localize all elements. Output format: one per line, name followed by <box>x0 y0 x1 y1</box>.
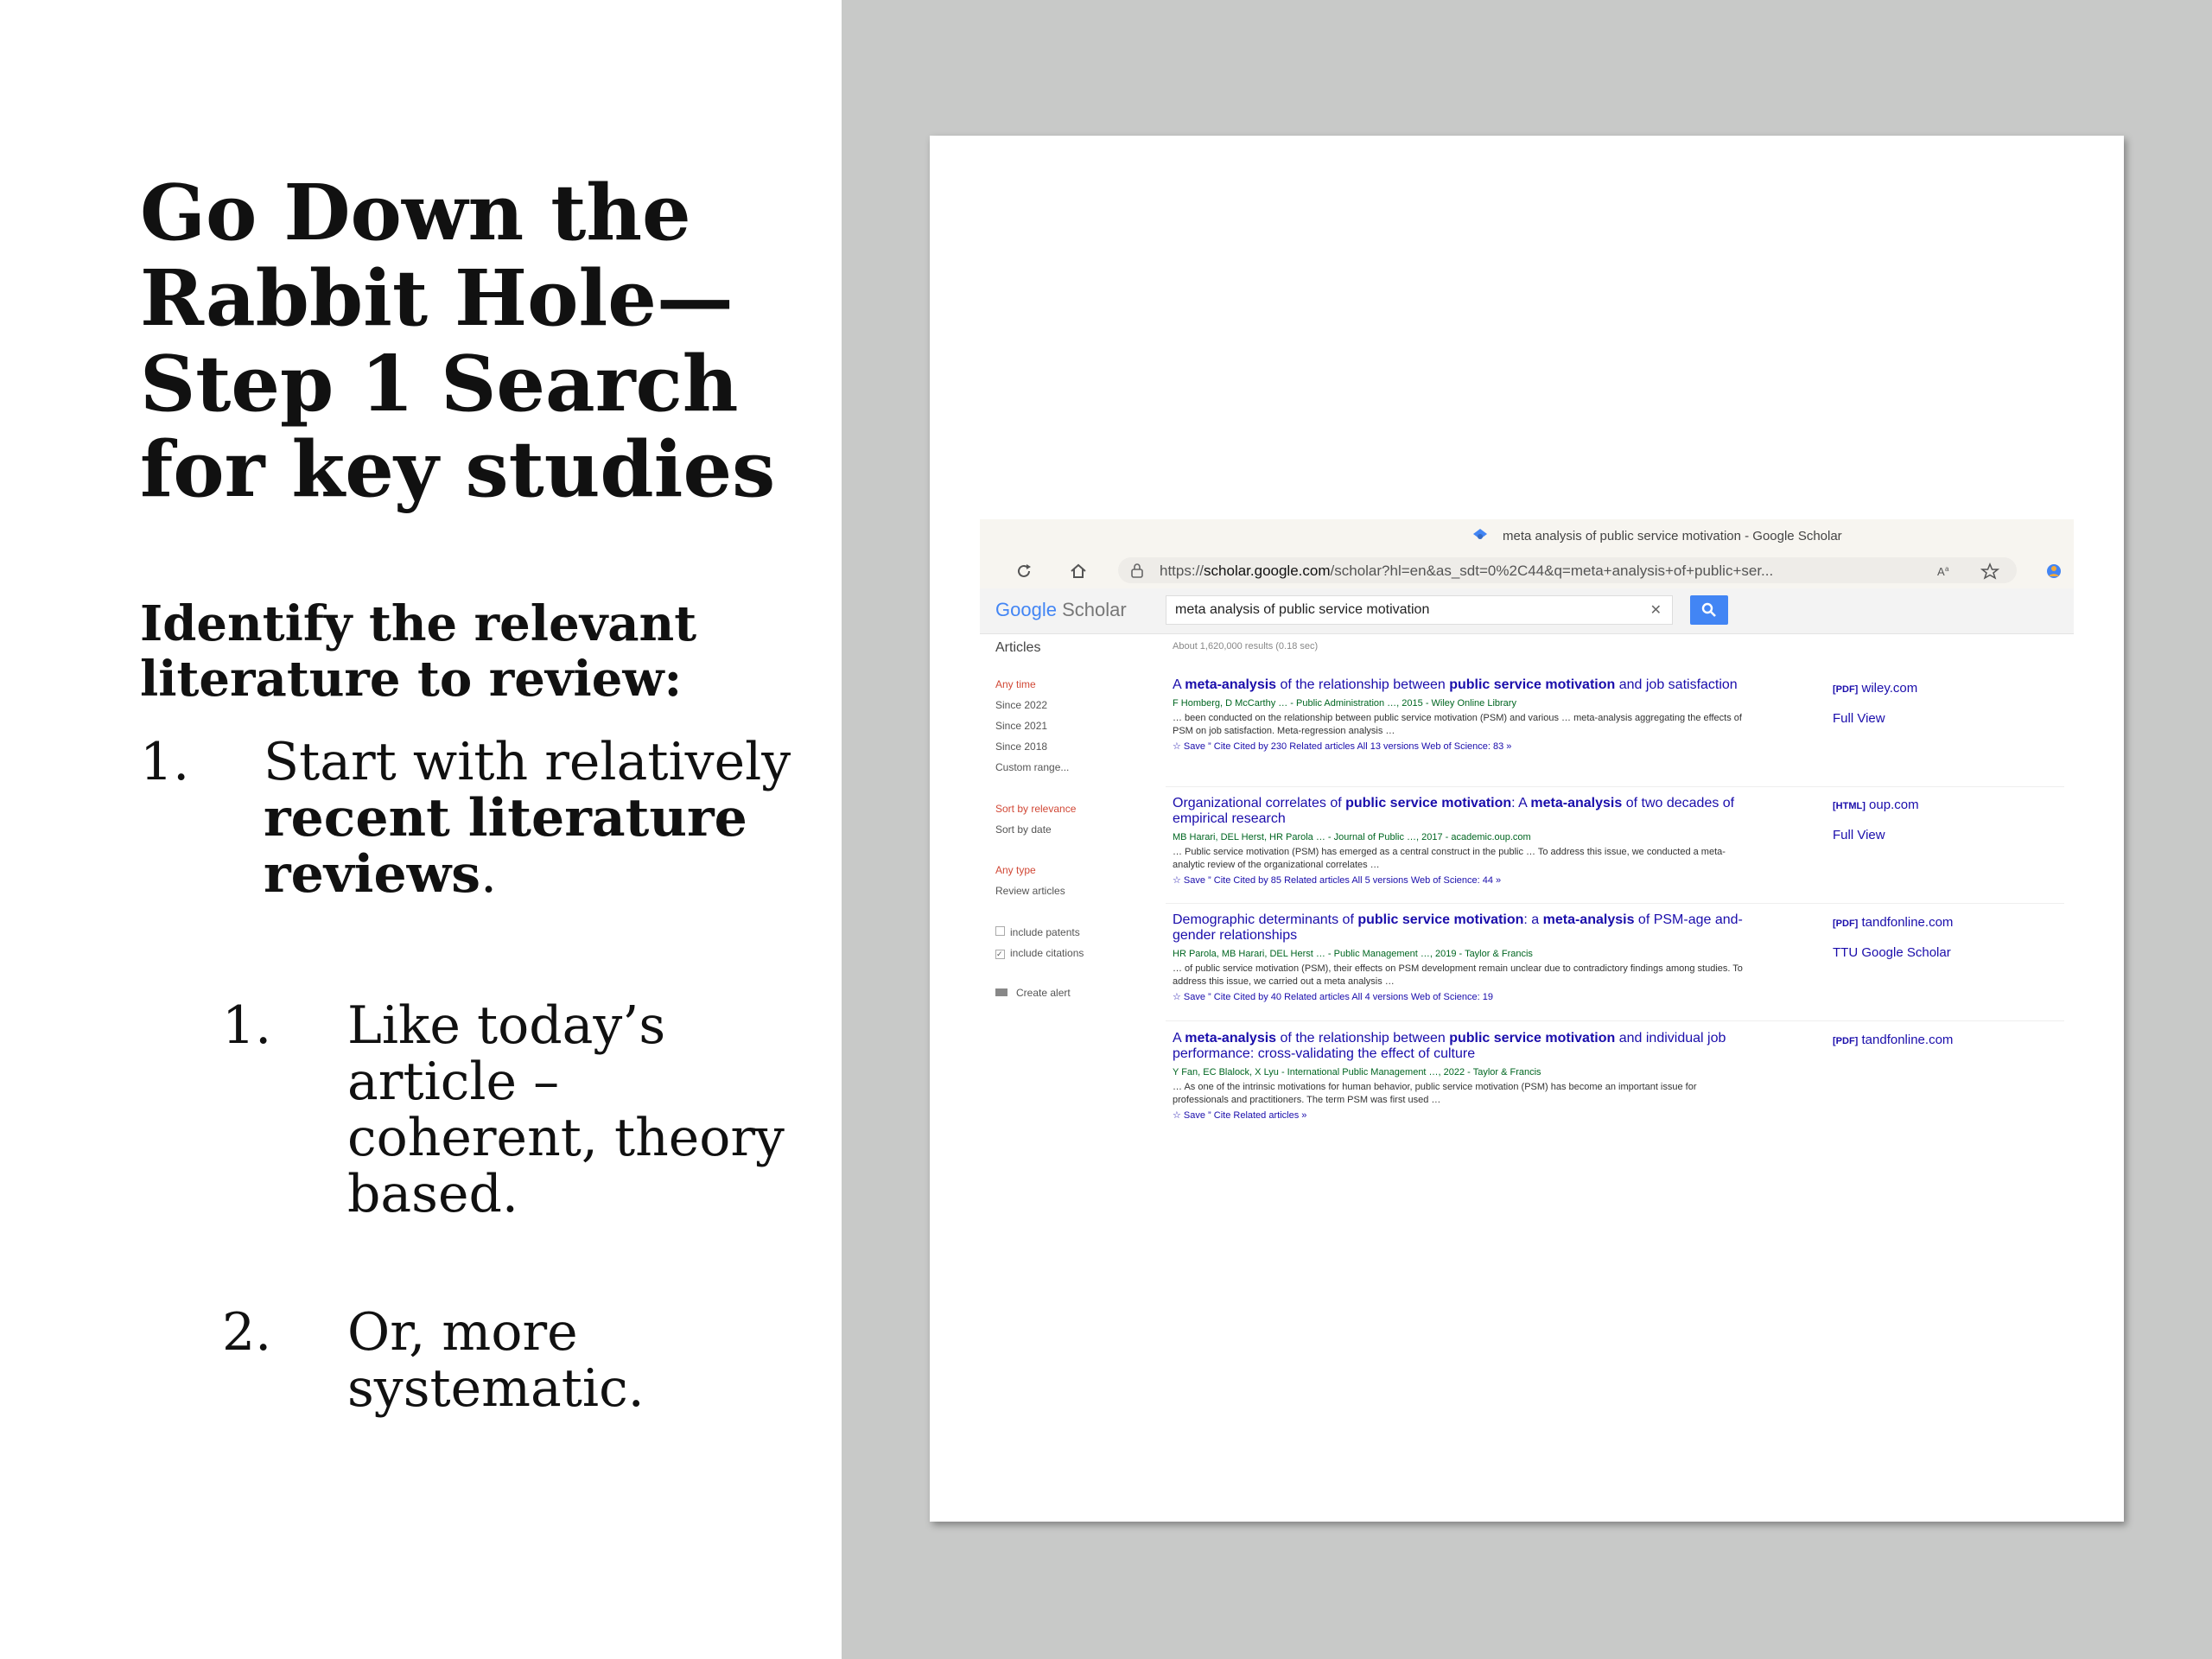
svg-text:a: a <box>1945 565 1949 573</box>
url-domain: scholar.google.com <box>1204 563 1331 579</box>
results-stats: About 1,620,000 results (0.18 sec) <box>1173 641 1319 652</box>
search-input[interactable] <box>1166 595 1673 625</box>
result-divider <box>1166 786 2064 787</box>
search-query: meta analysis of public service motivation <box>1175 602 1430 617</box>
list-text: Or, more <box>347 1302 578 1363</box>
browser-address-bar <box>980 554 2074 589</box>
logo-google: Google <box>995 599 1057 620</box>
slide-left-panel <box>0 0 842 1659</box>
svg-text:A: A <box>1937 565 1945 578</box>
lock-icon[interactable] <box>1128 562 1146 579</box>
result-links[interactable]: ☆ Save ” Cite Cited by 40 Related articles All 4 versions Web of Science: 19 <box>1173 992 1494 1002</box>
list-text: Like today’s <box>347 995 666 1056</box>
browser-tab-bar <box>980 519 2074 554</box>
filter-since-2021[interactable]: Since 2021 <box>995 720 1048 732</box>
result-item <box>1173 796 1743 886</box>
list-text: based. <box>347 1164 518 1224</box>
type-review-articles[interactable]: Review articles <box>995 885 1065 897</box>
list-text-bold: reviews <box>264 844 481 905</box>
clear-search-icon[interactable]: ✕ <box>1649 603 1662 618</box>
result-authors: MB Harari, DEL Herst, HR Parola … - Journal of Public …, 2017 - academic.oup.com <box>1173 832 1531 842</box>
scholar-screenshot <box>980 519 2074 1124</box>
result-snippet: … Public service motivation (PSM) has emerged as a central construct in the public … To address this issue, we conducted a meta-analytic review of the organizational correlates … <box>1173 847 1726 870</box>
list-item-1 <box>140 734 831 907</box>
create-alert-button[interactable] <box>995 987 1071 999</box>
url-field[interactable] <box>1118 557 2017 583</box>
refresh-icon[interactable] <box>1014 562 1033 581</box>
list-text: systematic. <box>347 1358 645 1419</box>
sublist-item-1 <box>222 995 827 1231</box>
scholar-header <box>980 588 2074 634</box>
result-links[interactable]: ☆ Save ” Cite Related articles » <box>1173 1110 1307 1121</box>
list-text: article – <box>347 1052 560 1112</box>
result-side-link[interactable]: [HTML] oup.com Full View <box>1833 791 1919 849</box>
full-view-link[interactable]: Full View <box>1833 711 1885 726</box>
subheading-line: literature to review: <box>140 651 683 708</box>
result-authors: Y Fan, EC Blalock, X Lyu - International Public Management …, 2022 - Taylor & Francis <box>1173 1067 1541 1077</box>
result-divider <box>1166 903 2064 904</box>
checkbox-label: include citations <box>1010 947 1084 959</box>
result-divider <box>1166 1020 2064 1021</box>
result-links[interactable]: ☆ Save ” Cite Cited by 85 Related articles All 5 versions Web of Science: 44 » <box>1173 875 1502 886</box>
list-text: . <box>480 844 498 905</box>
create-alert-label: Create alert <box>1016 987 1071 999</box>
sort-relevance[interactable]: Sort by relevance <box>995 803 1077 815</box>
result-side-link[interactable]: [PDF] tandfonline.com <box>1833 1033 1954 1047</box>
articles-label[interactable]: Articles <box>995 640 1041 655</box>
result-title[interactable]: Demographic determinants of public service motivation: a meta-analysis of PSM-age and-gender relationships <box>1173 912 1743 943</box>
home-icon[interactable] <box>1069 562 1088 581</box>
google-scholar-logo[interactable] <box>995 599 1127 621</box>
library-link[interactable]: TTU Google Scholar <box>1833 945 1951 960</box>
slide-title <box>140 169 814 512</box>
scholar-favicon-icon <box>1472 528 1488 542</box>
include-patents-checkbox[interactable] <box>995 926 1080 938</box>
sort-date[interactable]: Sort by date <box>995 823 1052 836</box>
filter-since-2022[interactable]: Since 2022 <box>995 699 1048 711</box>
result-authors: HR Parola, MB Harari, DEL Herst … - Public Management …, 2019 - Taylor & Francis <box>1173 949 1533 959</box>
url-path: /scholar?hl=en&as_sdt=0%2C44&q=meta+analysis+of+public+ser... <box>1330 563 1774 579</box>
url-prefix: https:// <box>1160 563 1205 579</box>
result-title[interactable]: Organizational correlates of public service motivation: A meta-analysis of two decades of empirical research <box>1173 796 1735 826</box>
type-any[interactable]: Any type <box>995 864 1036 876</box>
result-snippet: … of public service motivation (PSM), their effects on PSM development remain unclear due to contradictory findings among studies. To address this issue, we carried out a meta analysis … <box>1173 963 1743 987</box>
checkbox-label: include patents <box>1010 926 1080 938</box>
filter-since-2018[interactable]: Since 2018 <box>995 741 1048 753</box>
list-text-bold: recent literature <box>264 788 747 849</box>
result-side-link[interactable]: [PDF] wiley.com Full View <box>1833 674 1917 733</box>
list-number: 1. <box>140 732 190 792</box>
result-item <box>1173 1031 1743 1121</box>
logo-scholar: Scholar <box>1062 599 1127 620</box>
search-icon <box>1700 601 1718 619</box>
result-title[interactable]: A meta-analysis of the relationship between public service motivation and individual job performance: cross-validating the effect of culture <box>1173 1031 1726 1061</box>
filter-custom-range[interactable]: Custom range... <box>995 761 1070 773</box>
list-number: 1. <box>222 995 272 1056</box>
result-side-link[interactable]: [PDF] tandfonline.com TTU Google Scholar <box>1833 908 1953 967</box>
full-view-link[interactable]: Full View <box>1833 828 1885 842</box>
list-text: Start with relatively <box>264 732 791 792</box>
result-authors: F Homberg, D McCarthy … - Public Administration …, 2015 - Wiley Online Library <box>1173 698 1516 709</box>
title-line: for key studies <box>140 423 776 514</box>
favorites-icon[interactable] <box>1980 562 1999 581</box>
envelope-icon <box>995 988 1007 996</box>
slide-subheading <box>140 596 814 707</box>
subheading-line: Identify the relevant <box>140 595 697 652</box>
result-links[interactable]: ☆ Save ” Cite Cited by 230 Related articles All 13 versions Web of Science: 83 » <box>1173 741 1512 752</box>
list-text: coherent, theory <box>347 1108 785 1168</box>
result-snippet: … been conducted on the relationship between public service motivation (PSM) and various … meta-analysis aggregating the effects of PSM on job satisfaction. Meta-regression analysis … <box>1173 713 1742 736</box>
profile-icon[interactable] <box>2044 562 2063 581</box>
result-item <box>1173 912 1743 1002</box>
list-number: 2. <box>222 1302 272 1363</box>
browser-tab-title[interactable]: meta analysis of public service motivation - Google Scholar <box>1503 529 1842 543</box>
title-line: Step 1 Search <box>140 338 739 429</box>
result-title[interactable]: A meta-analysis of the relationship between public service motivation and job satisfaction <box>1173 677 1738 692</box>
sublist-item-2 <box>222 1302 827 1426</box>
result-item <box>1173 677 1743 752</box>
filter-any-time[interactable]: Any time <box>995 678 1036 690</box>
result-snippet: … As one of the intrinsic motivations for human behavior, public service motivation (PSM) has become an important issue for professionals and practitioners. The term PSM was first used … <box>1173 1082 1697 1105</box>
include-citations-checkbox[interactable]: ✓ include citations <box>996 947 1084 959</box>
title-line: Go Down the <box>140 167 691 257</box>
read-aloud-icon[interactable] <box>1935 562 1954 581</box>
search-button[interactable] <box>1690 595 1728 625</box>
title-line: Rabbit Hole— <box>140 252 734 343</box>
